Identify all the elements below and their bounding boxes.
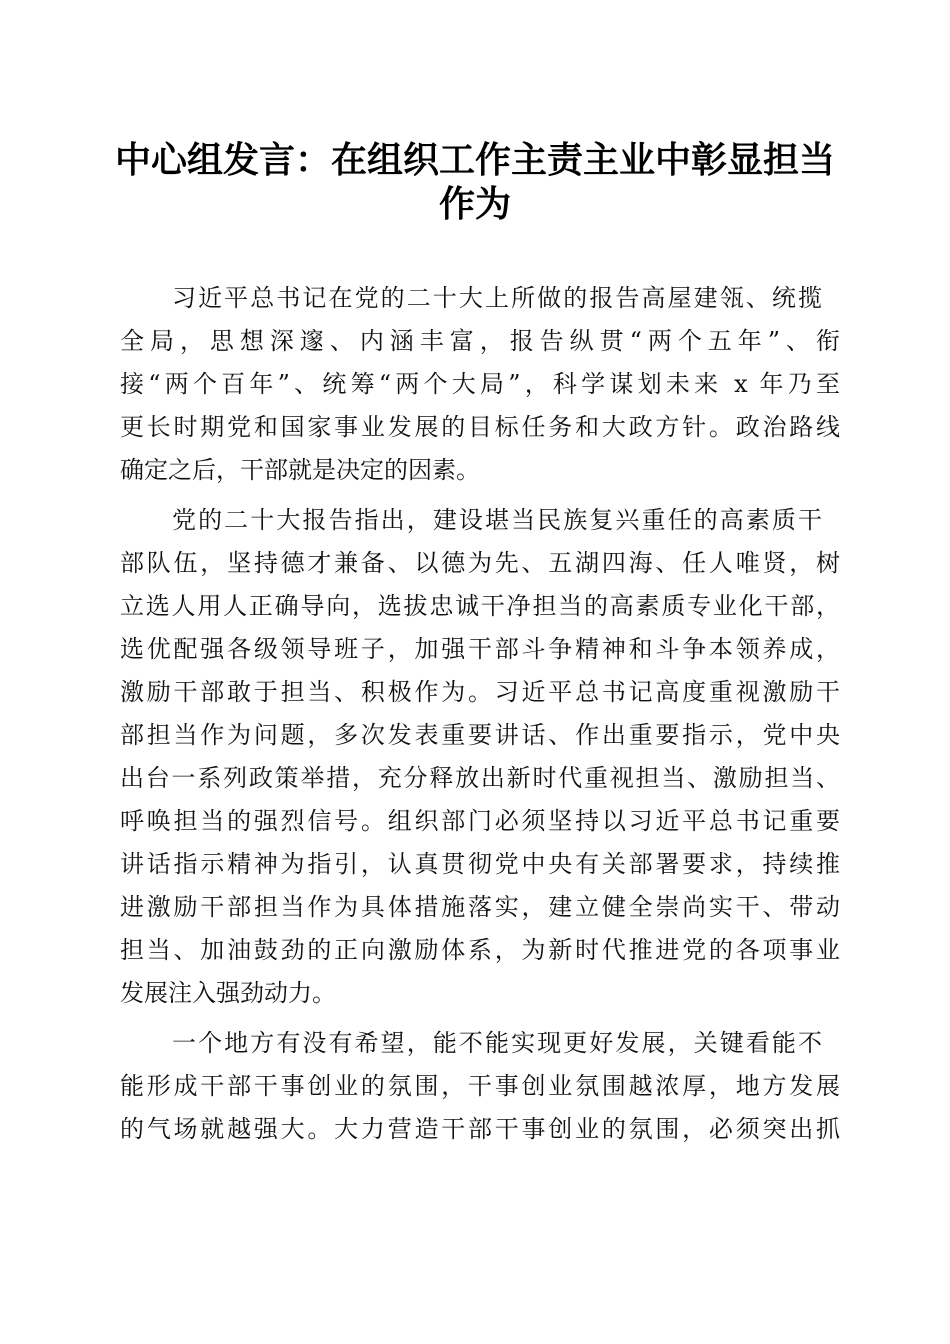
paragraph-3-line-1: 一个地方有没有希望，能不能实现更好发展，关键看能不: [172, 1029, 822, 1057]
paragraph-3-line-3: 的气场就越强大。大力营造干部干事创业的氛围，必须突出抓: [120, 1115, 840, 1143]
paragraph-2-line-3: 立选人用人正确导向，选拔忠诚干净担当的高素质专业化干部，: [120, 592, 840, 620]
paragraph-2-line-4: 选优配强各级领导班子，加强干部斗争精神和斗争本领养成，: [120, 635, 840, 663]
paragraph-2-line-10: 进激励干部担当作为具体措施落实，建立健全崇尚实干、带动: [120, 893, 840, 921]
paragraph-2-line-9: 讲话指示精神为指引，认真贯彻党中央有关部署要求，持续推: [120, 850, 840, 878]
document-title-line-1: 中心组发言：在组织工作主责主业中彰显担当: [114, 139, 835, 181]
document-title-line-2: 作为: [438, 183, 511, 225]
paragraph-1-line-2: 全局，思想深邃、内涵丰富，报告纵贯“两个五年”、衔: [120, 327, 840, 355]
paragraph-2-line-6: 部担当作为问题，多次发表重要讲话、作出重要指示，党中央: [120, 721, 840, 749]
paragraph-2-line-7: 出台一系列政策举措，充分释放出新时代重视担当、激励担当、: [120, 764, 840, 792]
paragraph-1-line-3: 接“两个百年”、统筹“两个大局”，科学谋划未来 x 年乃至: [120, 370, 840, 398]
paragraph-2-line-8: 呼唤担当的强烈信号。组织部门必须坚持以习近平总书记重要: [120, 807, 840, 835]
paragraph-1-line-1: 习近平总书记在党的二十大上所做的报告高屋建瓴、统揽: [172, 284, 822, 312]
paragraph-1-line-5: 确定之后，干部就是决定的因素。: [120, 456, 480, 484]
paragraph-2-line-5: 激励干部敢于担当、积极作为。习近平总书记高度重视激励干: [120, 678, 840, 706]
paragraph-2-line-2: 部队伍，坚持德才兼备、以德为先、五湖四海、任人唯贤，树: [120, 549, 840, 577]
paragraph-2-line-11: 担当、加油鼓劲的正向激励体系，为新时代推进党的各项事业: [120, 936, 840, 964]
paragraph-2-line-1: 党的二十大报告指出，建设堪当民族复兴重任的高素质干: [172, 506, 822, 534]
paragraph-3-line-2: 能形成干部干事创业的氛围，干事创业氛围越浓厚，地方发展: [120, 1072, 840, 1100]
paragraph-1-line-4: 更长时期党和国家事业发展的目标任务和大政方针。政治路线: [120, 413, 840, 441]
paragraph-2-line-12: 发展注入强劲动力。: [120, 979, 336, 1007]
